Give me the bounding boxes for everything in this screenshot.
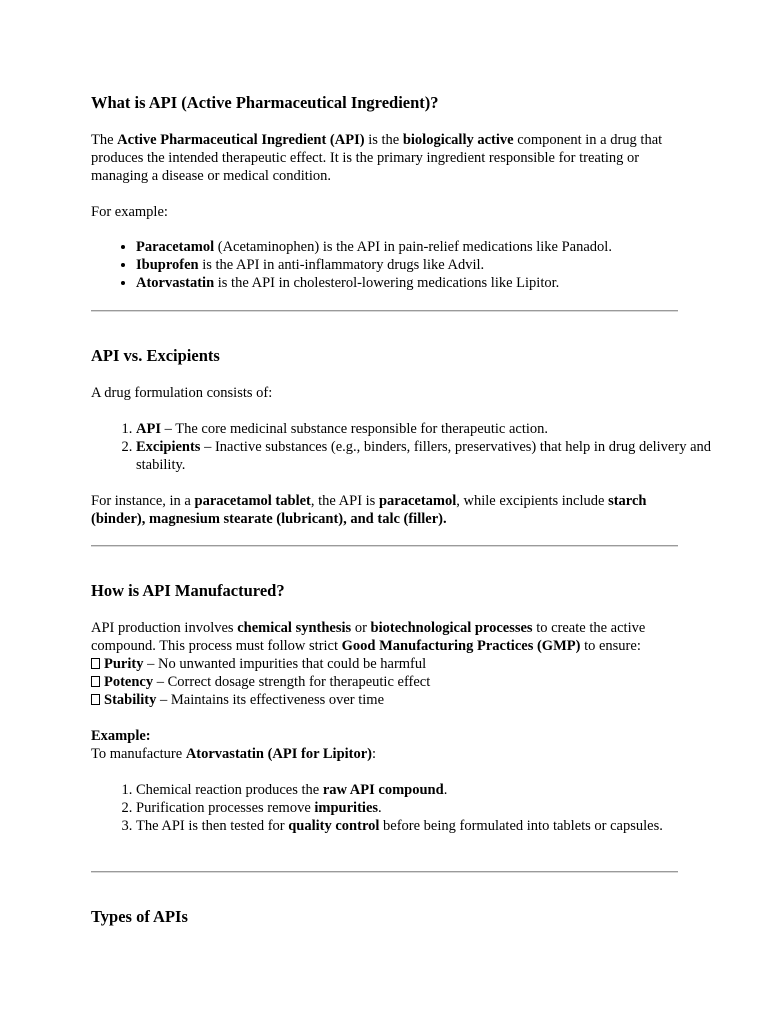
text-run: For instance, in a (91, 493, 195, 509)
text-run: API production involves (91, 620, 238, 636)
api-definition-paragraph (91, 131, 681, 185)
bold-term: Active Pharmaceutical Ingredient (API) (117, 132, 365, 148)
text-run: . (378, 800, 382, 816)
bold-term: quality control (288, 818, 380, 834)
text-run: – Correct dosage strength for therapeutic effect (153, 674, 431, 690)
bold-term: Good Manufacturing Practices (GMP) (341, 638, 581, 654)
list-item (136, 238, 726, 256)
text-run: (Acetaminophen) is the API in pain-relief medications like Panadol. (214, 239, 612, 255)
text-run: – Inactive substances (e.g., binders, fillers, preservatives) that help in drug delivery and stability. (136, 439, 712, 473)
paracetamol-instance-paragraph (91, 492, 681, 528)
bold-term: Potency (104, 674, 154, 690)
bold-term: paracetamol (378, 493, 457, 509)
list-item (136, 817, 726, 835)
manufacturing-intro (91, 619, 681, 655)
for-example-label: For example: (91, 204, 168, 220)
api-examples-list (91, 238, 726, 292)
bold-term: Atorvastatin (136, 275, 215, 291)
text-run: : (372, 746, 377, 762)
text-run: to create the active compound. This process must follow strict (91, 620, 646, 654)
bold-term: Stability (104, 692, 157, 708)
bold-term: Purity (104, 656, 144, 672)
check-item-potency (91, 673, 681, 691)
text-run: Chemical reaction produces the (136, 782, 323, 798)
bold-term: paracetamol tablet (194, 493, 311, 509)
text-run: component in a drug that produces the intended therapeutic effect. It is the primary ingredient responsible for treating or managing a disease or medical condition. (91, 132, 663, 184)
heading-how-manufactured: How is API Manufactured? (91, 581, 285, 600)
example-line (91, 745, 681, 763)
text-run: , the API is (310, 493, 379, 509)
list-item (136, 799, 726, 817)
text-run: To manufacture (91, 746, 186, 762)
text-run: – The core medicinal substance responsible for therapeutic action. (160, 421, 549, 437)
text-run: is the (364, 132, 403, 148)
section-divider (91, 310, 678, 312)
formulation-list (91, 420, 726, 474)
bold-term: starch (binder), magnesium stearate (lubricant), and talc (filler). (91, 493, 647, 527)
list-item (136, 420, 726, 438)
text-run: The (91, 132, 118, 148)
bold-term: biotechnological processes (370, 620, 533, 636)
heading-types-of-apis: Types of APIs (91, 907, 188, 926)
text-run: – No unwanted impurities that could be harmful (143, 656, 427, 672)
heading-what-is-api: What is API (Active Pharmaceutical Ingredient)? (91, 93, 439, 112)
text-run: – Maintains its effectiveness over time (156, 692, 385, 708)
bold-term: API (136, 421, 161, 437)
bold-term: Example: (91, 728, 151, 744)
heading-api-vs-excipients: API vs. Excipients (91, 346, 220, 365)
formulation-intro: A drug formulation consists of: (91, 385, 273, 401)
list-item (136, 438, 726, 474)
bold-term: impurities (314, 800, 379, 816)
list-item (136, 256, 726, 274)
checkbox-glyph-icon (91, 694, 100, 705)
text-run: to ensure: (580, 638, 641, 654)
section-divider (91, 871, 678, 873)
bold-term: Excipients (136, 439, 201, 455)
manufacturing-steps-list (91, 781, 726, 835)
check-item-purity (91, 655, 681, 673)
bold-term: Atorvastatin (API for Lipitor) (185, 746, 373, 762)
example-block (91, 727, 681, 763)
list-item (136, 274, 726, 292)
text-run: The API is then tested for (136, 818, 289, 834)
checkbox-glyph-icon (91, 676, 100, 687)
manufacturing-paragraph (91, 619, 681, 709)
text-run: is the API in cholesterol-lowering medications like Lipitor. (214, 275, 560, 291)
text-run: or (351, 620, 371, 636)
bold-term: raw API compound (322, 782, 444, 798)
bold-term: chemical synthesis (237, 620, 352, 636)
list-item (136, 781, 726, 799)
text-run: . (443, 782, 448, 798)
example-heading (91, 727, 681, 745)
bold-term: Ibuprofen (136, 257, 199, 273)
checkbox-glyph-icon (91, 658, 100, 669)
check-item-stability (91, 691, 681, 709)
text-run: , while excipients include (456, 493, 609, 509)
bold-term: biologically active (402, 132, 514, 148)
text-run: is the API in anti-inflammatory drugs like Advil. (198, 257, 485, 273)
text-run: Purification processes remove (136, 800, 315, 816)
bold-term: Paracetamol (136, 239, 215, 255)
text-run: before being formulated into tablets or capsules. (379, 818, 663, 834)
section-divider (91, 545, 678, 547)
